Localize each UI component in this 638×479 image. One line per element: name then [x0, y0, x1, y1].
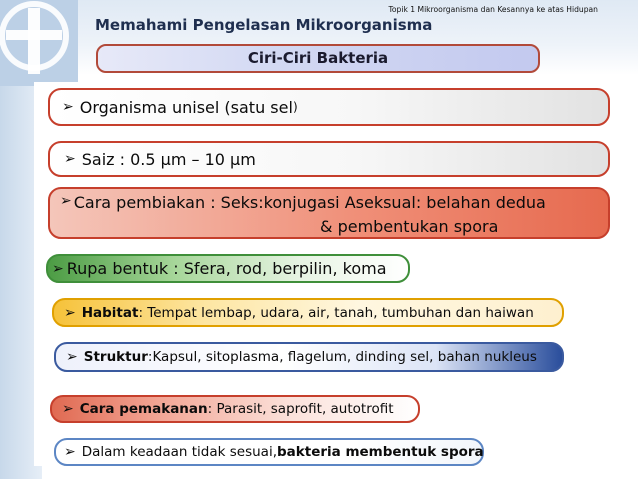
arrow-bullet-icon: ➢ — [64, 151, 76, 167]
item-text-line2: & pembentukan spora — [320, 217, 499, 236]
arrow-bullet-icon: ➢ — [64, 304, 76, 321]
topic-note: Topik 1 Mikroorganisma dan Kesannya ke atas Hidupan — [388, 5, 598, 14]
item-text: :Kapsul, sitoplasma, flagelum, dinding sel, bahan nukleus — [147, 349, 537, 365]
arrow-bullet-icon: ➢ — [62, 99, 74, 115]
item-cara-pemakanan — [50, 395, 420, 423]
item-text: Dalam keadaan tidak sesuai, — [81, 444, 277, 460]
arrow-bullet-icon: ➢ — [64, 444, 76, 460]
slide-logo-icon — [0, 0, 78, 86]
item-label: Cara pemakanan — [79, 401, 208, 417]
item-text: Organisma unisel (satu sel — [79, 97, 293, 117]
item-label: Struktur — [83, 349, 148, 365]
item-struktur — [54, 342, 564, 372]
item-habitat — [52, 298, 564, 327]
item-saiz — [48, 141, 610, 177]
arrow-bullet-icon: ➢ — [66, 349, 78, 365]
arrow-bullet-icon: ➢ — [60, 193, 72, 209]
item-rupa-bentuk — [46, 254, 410, 283]
item-text: : Tempat lembap, udara, air, tanah, tumbuhan dan haiwan — [138, 304, 534, 321]
section-banner: Ciri-Ciri Bakteria — [96, 44, 540, 73]
item-cara-pembiakan — [48, 187, 610, 239]
item-text: Saiz : 0.5 μm – 10 μm — [81, 149, 256, 169]
arrow-bullet-icon: ➢ — [52, 260, 64, 277]
item-text-line1: Cara pembiakan : Seks:konjugasi Aseksual: belahan dedua — [73, 193, 546, 212]
item-text: Rupa bentuk : Sfera, rod, berpilin, koma — [66, 259, 387, 278]
item-text: : Parasit, saprofit, autotrofit — [207, 401, 394, 417]
item-organisma — [48, 88, 610, 126]
arrow-bullet-icon: ➢ — [62, 401, 74, 417]
item-keadaan-tidak-sesuai — [54, 438, 484, 466]
item-suffix: ) — [292, 100, 298, 114]
item-emphasis: bakteria membentuk spora — [276, 444, 484, 460]
item-label: Habitat — [81, 304, 139, 321]
page-title: Memahami Pengelasan Mikroorganisma — [95, 16, 433, 34]
